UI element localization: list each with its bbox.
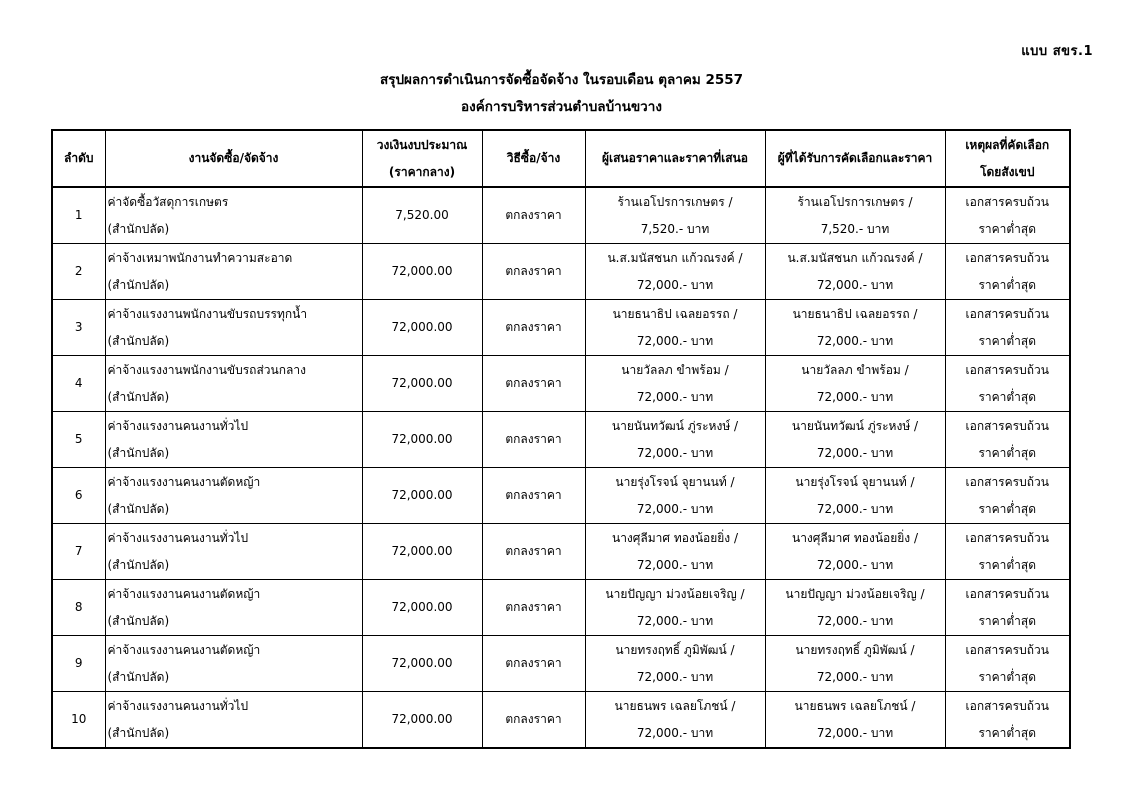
bidder-price: 72,000.- บาท: [636, 725, 714, 740]
bidder-price: 72,000.- บาท: [636, 557, 714, 572]
row-number: 10: [52, 692, 105, 749]
reason-line1: เอกสารครบถ้วน: [965, 530, 1049, 545]
header-selected: ผู้ที่ได้รับการคัดเลือกและราคา: [765, 130, 945, 187]
work-description: ค่าจ้างแรงงานคนงานทั่วไป: [107, 418, 249, 433]
work-description: ค่าจ้างแรงงานคนงานทั่วไป: [107, 530, 249, 545]
selected-price: 72,000.- บาท: [816, 557, 894, 572]
bidder-name: นายรุ่งโรจน์ จุยานนท์ /: [615, 474, 735, 489]
procurement-method: ตกลงราคา: [482, 244, 585, 300]
bidder-price: 72,000.- บาท: [636, 389, 714, 404]
bidder-cell: [585, 412, 765, 468]
work-description: ค่าจ้างแรงงานพนักงานขับรถบรรทุกน้ำ: [107, 306, 308, 321]
reason-line2: ราคาต่ำสุด: [978, 445, 1037, 460]
reason-line2: ราคาต่ำสุด: [978, 669, 1037, 684]
work-office: (สำนักปลัด): [107, 557, 170, 572]
work-office: (สำนักปลัด): [107, 277, 170, 292]
reason-line2: ราคาต่ำสุด: [978, 389, 1037, 404]
selected-name: นายปัญญา ม่วงน้อยเจริญ /: [785, 586, 925, 601]
selected-name: น.ส.มนัสชนก แก้วณรงค์ /: [787, 250, 923, 265]
reason-cell: [945, 580, 1070, 636]
reason-line2: ราคาต่ำสุด: [978, 221, 1037, 236]
reason-cell: [945, 356, 1070, 412]
procurement-method: ตกลงราคา: [482, 524, 585, 580]
procurement-method: ตกลงราคา: [482, 412, 585, 468]
row-number: 1: [52, 187, 105, 244]
work-office: (สำนักปลัด): [107, 389, 170, 404]
work-description: ค่าจ้างแรงงานคนงานตัดหญ้า: [107, 586, 261, 601]
procurement-method: ตกลงราคา: [482, 468, 585, 524]
work-cell: [105, 468, 362, 524]
bidder-name: นายนันทวัฒน์ ภู่ระหงษ์ /: [611, 418, 739, 433]
bidder-name: นายธนาธิป เฉลยอรรถ /: [612, 306, 738, 321]
budget-value: 7,520.00: [362, 187, 482, 244]
bidder-cell: [585, 468, 765, 524]
table-row: [52, 692, 1070, 749]
selected-price: 72,000.- บาท: [816, 333, 894, 348]
selected-name: นายทรงฤทธิ์ ภูมิพัฒน์ /: [795, 642, 915, 657]
procurement-method: ตกลงราคา: [482, 636, 585, 692]
selected-cell: [765, 636, 945, 692]
selected-cell: [765, 300, 945, 356]
selected-name: นายธนาธิป เฉลยอรรถ /: [792, 306, 918, 321]
selected-name: นายรุ่งโรจน์ จุยานนท์ /: [795, 474, 915, 489]
bidder-name: นายปัญญา ม่วงน้อยเจริญ /: [605, 586, 745, 601]
budget-value: 72,000.00: [362, 356, 482, 412]
bidder-name: นายทรงฤทธิ์ ภูมิพัฒน์ /: [615, 642, 735, 657]
work-office: (สำนักปลัด): [107, 613, 170, 628]
reason-line1: เอกสารครบถ้วน: [965, 642, 1049, 657]
budget-value: 72,000.00: [362, 636, 482, 692]
reason-line1: เอกสารครบถ้วน: [965, 306, 1049, 321]
selected-price: 72,000.- บาท: [816, 501, 894, 516]
selected-name: นางศุลีมาศ ทองน้อยยิ่ง /: [791, 530, 919, 545]
selected-name: นายธนพร เฉลยโภชน์ /: [794, 698, 916, 713]
work-office: (สำนักปลัด): [107, 669, 170, 684]
bidder-price: 7,520.- บาท: [640, 221, 710, 236]
reason-line1: เอกสารครบถ้วน: [965, 362, 1049, 377]
report-title: สรุปผลการดำเนินการจัดซื้อจัดจ้าง ในรอบเดือน ตุลาคม 2557: [379, 72, 744, 88]
reason-line2: ราคาต่ำสุด: [978, 557, 1037, 572]
budget-value: 72,000.00: [362, 244, 482, 300]
bidder-price: 72,000.- บาท: [636, 501, 714, 516]
reason-line2: ราคาต่ำสุด: [978, 333, 1037, 348]
bidder-cell: [585, 580, 765, 636]
selected-cell: [765, 468, 945, 524]
row-number: 8: [52, 580, 105, 636]
bidder-price: 72,000.- บาท: [636, 333, 714, 348]
selected-price: 72,000.- บาท: [816, 445, 894, 460]
selected-cell: [765, 524, 945, 580]
header-row: [52, 130, 1070, 187]
work-cell: [105, 692, 362, 749]
reason-cell: [945, 300, 1070, 356]
reason-cell: [945, 187, 1070, 244]
header-budget: [362, 130, 482, 187]
work-cell: [105, 244, 362, 300]
header-reason: [945, 130, 1070, 187]
row-number: 9: [52, 636, 105, 692]
bidder-cell: [585, 300, 765, 356]
reason-cell: [945, 412, 1070, 468]
header-method: วิธีซื้อ/จ้าง: [482, 130, 585, 187]
reason-line2: ราคาต่ำสุด: [978, 277, 1037, 292]
bidder-name: น.ส.มนัสชนก แก้วณรงค์ /: [607, 250, 743, 265]
bidder-cell: [585, 356, 765, 412]
bidder-cell: [585, 187, 765, 244]
work-cell: [105, 187, 362, 244]
selected-cell: [765, 187, 945, 244]
reason-line1: เอกสารครบถ้วน: [965, 250, 1049, 265]
reason-line1: เอกสารครบถ้วน: [965, 698, 1049, 713]
procurement-method: ตกลงราคา: [482, 356, 585, 412]
table-row: [52, 580, 1070, 636]
work-description: ค่าจ้างเหมาพนักงานทำความสะอาด: [107, 250, 293, 265]
selected-name: ร้านเอโปรการเกษตร /: [797, 194, 913, 209]
reason-cell: [945, 244, 1070, 300]
budget-value: 72,000.00: [362, 692, 482, 749]
header-work: งานจัดซื้อ/จัดจ้าง: [105, 130, 362, 187]
reason-line1: เอกสารครบถ้วน: [965, 194, 1049, 209]
row-number: 3: [52, 300, 105, 356]
bidder-name: นายวัลลภ ขำพร้อม /: [621, 362, 729, 377]
selected-cell: [765, 244, 945, 300]
work-cell: [105, 412, 362, 468]
procurement-method: ตกลงราคา: [482, 692, 585, 749]
row-number: 5: [52, 412, 105, 468]
budget-value: 72,000.00: [362, 468, 482, 524]
bidder-price: 72,000.- บาท: [636, 669, 714, 684]
budget-value: 72,000.00: [362, 580, 482, 636]
table-row: [52, 300, 1070, 356]
work-office: (สำนักปลัด): [107, 333, 170, 348]
selected-price: 72,000.- บาท: [816, 389, 894, 404]
bidder-name: นายธนพร เฉลยโภชน์ /: [614, 698, 736, 713]
selected-name: นายนันทวัฒน์ ภู่ระหงษ์ /: [791, 418, 919, 433]
bidder-price: 72,000.- บาท: [636, 613, 714, 628]
reason-cell: [945, 636, 1070, 692]
reason-cell: [945, 692, 1070, 749]
reason-line1: เอกสารครบถ้วน: [965, 586, 1049, 601]
work-cell: [105, 356, 362, 412]
row-number: 7: [52, 524, 105, 580]
selected-cell: [765, 356, 945, 412]
selected-cell: [765, 580, 945, 636]
table-row: [52, 468, 1070, 524]
row-number: 4: [52, 356, 105, 412]
budget-value: 72,000.00: [362, 524, 482, 580]
work-cell: [105, 524, 362, 580]
work-office: (สำนักปลัด): [107, 501, 170, 516]
reason-line2: ราคาต่ำสุด: [978, 725, 1037, 740]
bidder-price: 72,000.- บาท: [636, 277, 714, 292]
table-row: [52, 187, 1070, 244]
bidder-cell: [585, 692, 765, 749]
work-description: ค่าจัดซื้อวัสดุการเกษตร: [107, 194, 229, 209]
row-number: 6: [52, 468, 105, 524]
table-row: [52, 244, 1070, 300]
reason-line2: ราคาต่ำสุด: [978, 501, 1037, 516]
bidder-cell: [585, 244, 765, 300]
table-row: [52, 356, 1070, 412]
procurement-method: ตกลงราคา: [482, 580, 585, 636]
reason-cell: [945, 468, 1070, 524]
work-office: (สำนักปลัด): [107, 445, 170, 460]
row-number: 2: [52, 244, 105, 300]
bidder-cell: [585, 524, 765, 580]
form-code: แบบ สขร.1: [1021, 44, 1093, 59]
table-row: [52, 524, 1070, 580]
selected-name: นายวัลลภ ขำพร้อม /: [801, 362, 909, 377]
header-budget-line2: (ราคากลาง): [388, 164, 456, 179]
reason-cell: [945, 524, 1070, 580]
work-office: (สำนักปลัด): [107, 221, 170, 236]
procurement-method: ตกลงราคา: [482, 300, 585, 356]
bidder-price: 72,000.- บาท: [636, 445, 714, 460]
budget-value: 72,000.00: [362, 412, 482, 468]
work-cell: [105, 580, 362, 636]
selected-cell: [765, 412, 945, 468]
work-description: ค่าจ้างแรงงานคนงานตัดหญ้า: [107, 474, 261, 489]
work-cell: [105, 300, 362, 356]
procurement-table: [51, 129, 1071, 749]
selected-price: 7,520.- บาท: [820, 221, 890, 236]
header-bidders: ผู้เสนอราคาและราคาที่เสนอ: [585, 130, 765, 187]
selected-price: 72,000.- บาท: [816, 725, 894, 740]
reason-line2: ราคาต่ำสุด: [978, 613, 1037, 628]
header-reason-line2: โดยสังเขป: [980, 164, 1035, 179]
bidder-name: ร้านเอโปรการเกษตร /: [617, 194, 733, 209]
procurement-method: ตกลงราคา: [482, 187, 585, 244]
header-no: ลำดับ: [52, 130, 105, 187]
selected-price: 72,000.- บาท: [816, 277, 894, 292]
header-reason-line1: เหตุผลที่คัดเลือก: [965, 137, 1050, 152]
selected-price: 72,000.- บาท: [816, 613, 894, 628]
organization-name: องค์การบริหารส่วนตำบลบ้านขวาง: [461, 99, 662, 115]
table-row: [52, 636, 1070, 692]
table-row: [52, 412, 1070, 468]
budget-value: 72,000.00: [362, 300, 482, 356]
work-description: ค่าจ้างแรงงานคนงานทั่วไป: [107, 698, 249, 713]
work-cell: [105, 636, 362, 692]
reason-line1: เอกสารครบถ้วน: [965, 418, 1049, 433]
table-body: [52, 187, 1070, 748]
selected-cell: [765, 692, 945, 749]
work-description: ค่าจ้างแรงงานคนงานตัดหญ้า: [107, 642, 261, 657]
work-description: ค่าจ้างแรงงานพนักงานขับรถส่วนกลาง: [107, 362, 306, 377]
selected-price: 72,000.- บาท: [816, 669, 894, 684]
header-budget-line1: วงเงินงบประมาณ: [376, 137, 468, 152]
work-office: (สำนักปลัด): [107, 725, 170, 740]
reason-line1: เอกสารครบถ้วน: [965, 474, 1049, 489]
bidder-name: นางศุลีมาศ ทองน้อยยิ่ง /: [611, 530, 739, 545]
bidder-cell: [585, 636, 765, 692]
